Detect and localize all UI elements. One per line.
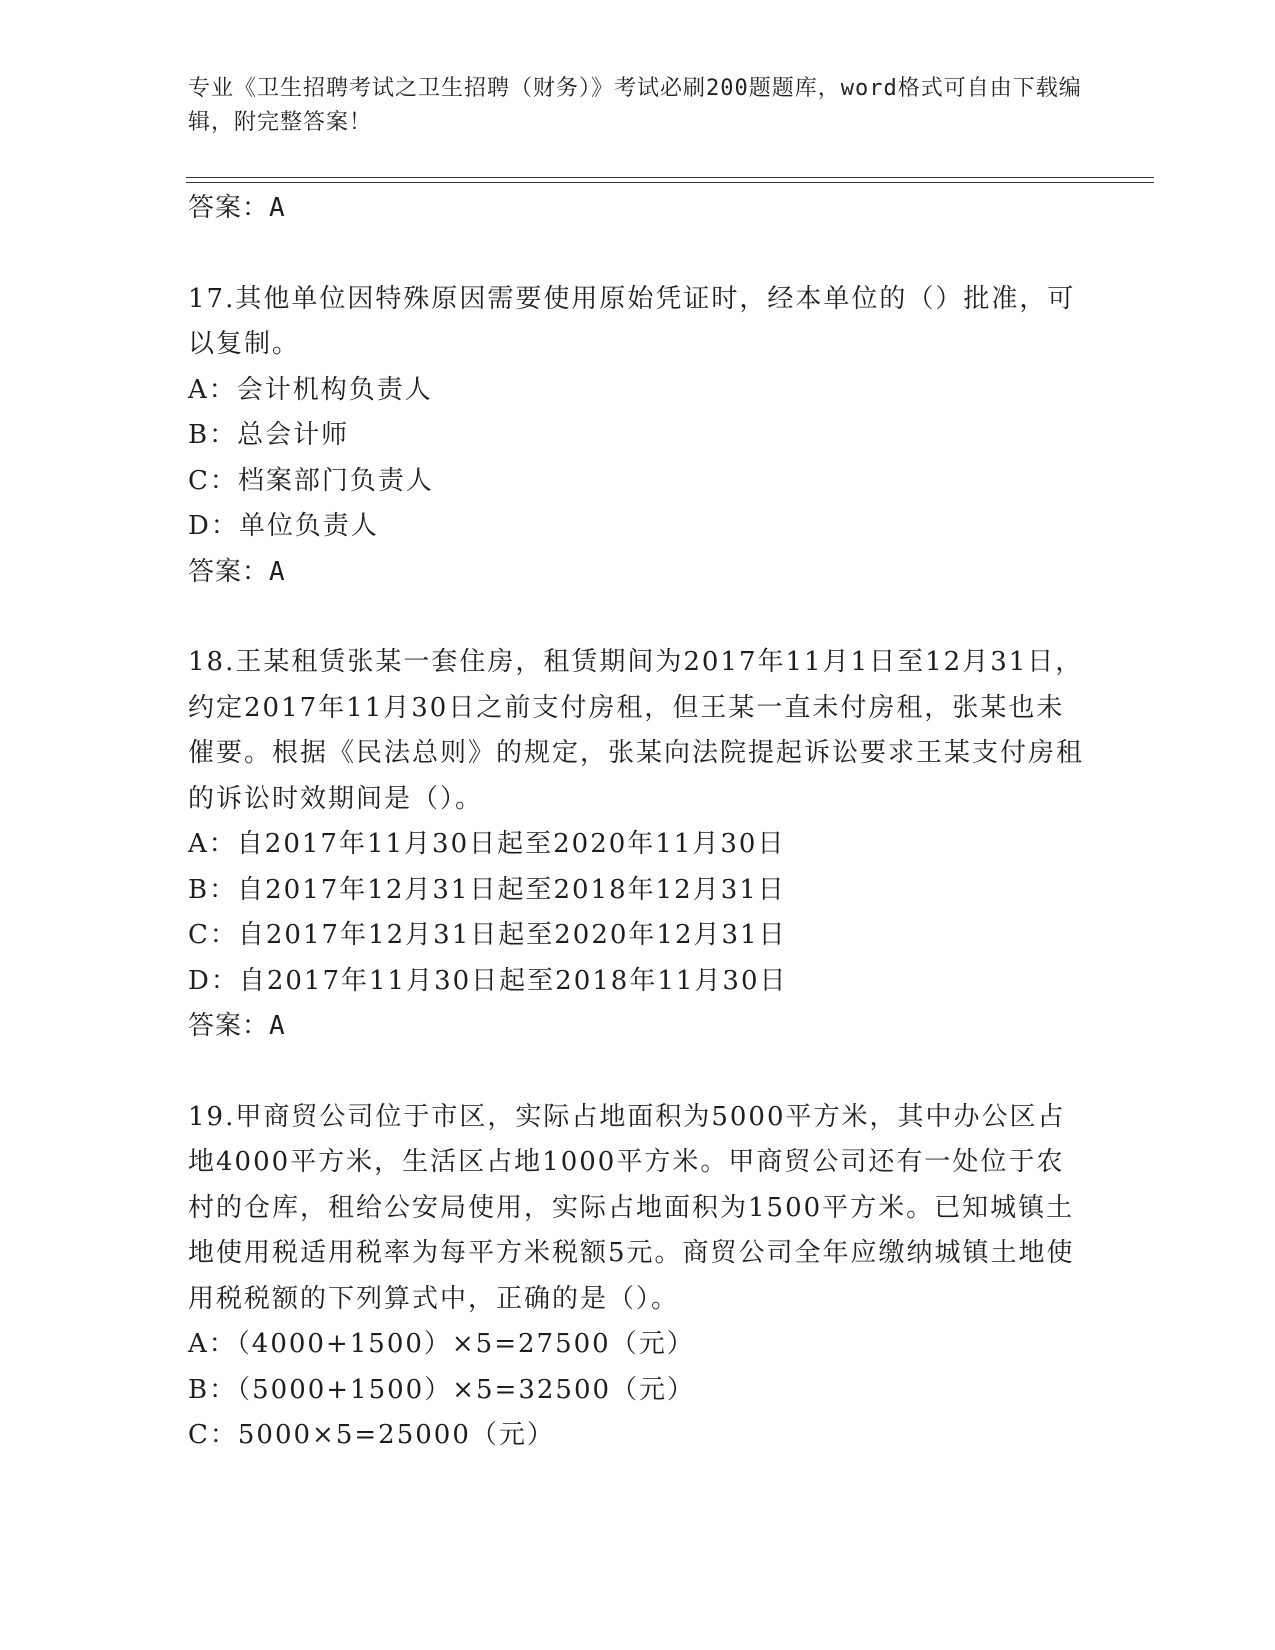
header-divider-bottom xyxy=(186,182,1154,183)
option-b: B：自2017年12月31日起至2018年12月31日 xyxy=(188,874,786,905)
option-d: D：自2017年11月30日起至2018年11月30日 xyxy=(188,965,788,996)
answer-text: 答案：A xyxy=(188,1011,286,1041)
option-c: C：档案部门负责人 xyxy=(188,465,434,496)
option-b: B：总会计师 xyxy=(188,420,350,450)
header-divider-top xyxy=(186,177,1154,178)
answer-text: 答案：A xyxy=(188,193,286,223)
document-body xyxy=(188,186,1088,1459)
question-text: 17.其他单位因特殊原因需要使用原始凭证时，经本单位的（）批准，可以复制。 xyxy=(188,283,1076,359)
option-b: B：（5000+1500）×5=32500（元） xyxy=(188,1374,696,1405)
answer-text: 答案：A xyxy=(188,556,286,587)
option-d: D：单位负责人 xyxy=(188,511,379,541)
document-header: 专业《卫生招聘考试之卫生招聘（财务）》考试必刷200题题库，word格式可自由下载编辑，附完整答案！ xyxy=(188,76,1082,135)
question-19 xyxy=(188,1095,1088,1459)
question-17 xyxy=(188,277,1088,596)
question-18 xyxy=(188,640,1088,1050)
option-a: A：（4000+1500）×5=27500（元） xyxy=(188,1329,695,1359)
option-c: C：自2017年12月31日起至2020年12月31日 xyxy=(188,920,787,950)
option-a: A：自2017年11月30日起至2020年11月30日 xyxy=(188,829,786,859)
option-c: C：5000×5=25000（元） xyxy=(188,1420,555,1450)
question-text: 18.王某租赁张某一套住房，租赁期间为2017年11月1日至12月31日，约定2017年11月30日之前支付房租，但王某一直未付房租，张某也未催要。根据《民法总则》的规定，张某向法院提起诉讼要求王某支付房租的诉讼时效期间是（）。 xyxy=(188,647,1085,814)
question-text: 19.甲商贸公司位于市区，实际占地面积为5000平方米，其中办公区占地4000平方米，生活区占地1000平方米。甲商贸公司还有一处位于农村的仓库，租给公安局使用，实际占地面积为1500平方米。已知城镇土地使用税适用税率为每平方米税额5元。商贸公司全年应缴纳城镇土地使用税税额的下列算式中，正确的是（）。 xyxy=(188,1101,1075,1314)
option-a: A：会计机构负责人 xyxy=(188,374,433,405)
